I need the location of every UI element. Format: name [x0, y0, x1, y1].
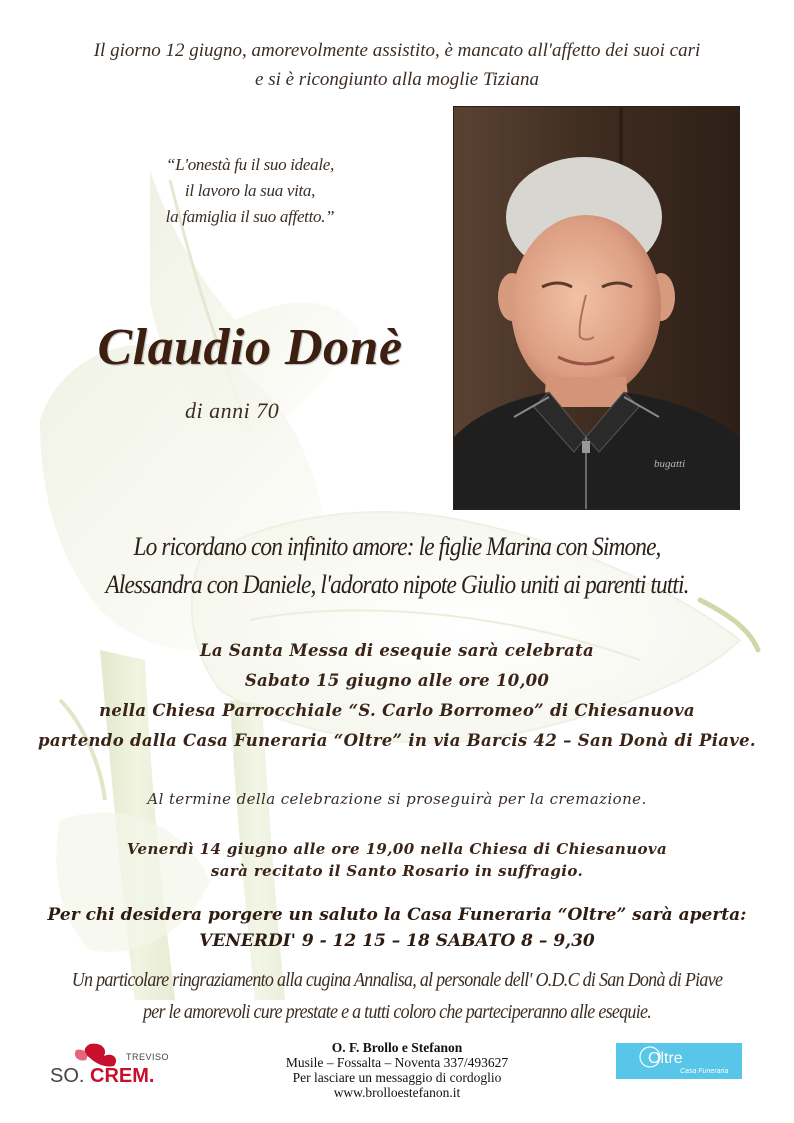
- visiting-line: Per chi desidera porgere un saluto la Casa Funeraria “Oltre” sarà aperta:: [47, 905, 747, 925]
- quote-line: “L'onestà fu il suo ideale,: [166, 155, 334, 174]
- mourners-text: [40, 528, 755, 604]
- quote-line: la famiglia il suo affetto.”: [165, 207, 335, 226]
- mass-details: [0, 636, 794, 756]
- oltre-name: Oltre: [648, 1050, 683, 1067]
- portrait-photo: [453, 106, 740, 510]
- mourners-line: Alessandra con Daniele, l'adorato nipote Giulio uniti ai parenti tutti.: [105, 570, 689, 599]
- announcement-line: e si è ricongiunto alla moglie Tiziana: [255, 69, 539, 90]
- agency-website: www.brolloestefanon.it: [333, 1085, 461, 1100]
- announcement-text: [0, 36, 794, 94]
- mass-line: partendo dalla Casa Funeraria “Oltre” in via Barcis 42 – San Donà di Piave.: [38, 731, 756, 750]
- mourners-line: Lo ricordano con infinito amore: le figlie Marina con Simone,: [133, 532, 661, 561]
- mass-line: La Santa Messa di esequie sarà celebrata: [199, 641, 594, 660]
- thanks-line: per le amorevoli cure prestate e a tutti coloro che parteciperanno alle esequie.: [142, 1001, 652, 1023]
- socrem-city: TREVISO: [126, 1052, 170, 1062]
- oltre-subtitle: Casa Funeraria: [680, 1068, 729, 1075]
- thanks-text: [40, 964, 755, 1028]
- deceased-age: di anni 70: [185, 398, 280, 423]
- quote-line: il lavoro la sua vita,: [184, 181, 316, 200]
- visiting-line: VENERDI' 9 - 12 15 – 18 SABATO 8 – 9,30: [199, 931, 595, 951]
- mass-line: Sabato 15 giugno alle ore 10,00: [244, 671, 550, 690]
- socrem-crem: CREM.: [90, 1065, 155, 1086]
- funeral-agency: [240, 1040, 554, 1100]
- deceased-name: Claudio Donè: [97, 319, 403, 376]
- rosary-line: sarà recitato il Santo Rosario in suffragio.: [210, 862, 584, 880]
- thanks-line: Un particolare ringraziamento alla cugina Annalisa, al personale dell' O.D.C di San Donà di Piave: [71, 969, 723, 991]
- agency-message: Per lasciare un messaggio di cordoglio: [292, 1070, 502, 1085]
- rosary-line: Venerdì 14 giugno alle ore 19,00 nella Chiesa di Chiesanuova: [126, 840, 668, 858]
- shirt-brand: bugatti: [654, 458, 686, 470]
- agency-name: O. F. Brollo e Stefanon: [331, 1040, 463, 1055]
- cremation-note: Al termine della celebrazione si proseguirà per la cremazione.: [147, 790, 647, 808]
- socrem-logo: [48, 1042, 198, 1086]
- announcement-line: Il giorno 12 giugno, amorevolmente assistito, è mancato all'affetto dei suoi cari: [93, 40, 701, 61]
- oltre-logo: [616, 1043, 742, 1079]
- socrem-so: SO.: [50, 1065, 85, 1086]
- visiting-hours: [0, 902, 794, 954]
- mass-line: nella Chiesa Parrocchiale “S. Carlo Borromeo” di Chiesanuova: [99, 701, 695, 720]
- agency-locations: Musile – Fossalta – Noventa 337/493627: [285, 1055, 509, 1070]
- memorial-quote: [130, 152, 370, 230]
- rosary-details: [0, 838, 794, 882]
